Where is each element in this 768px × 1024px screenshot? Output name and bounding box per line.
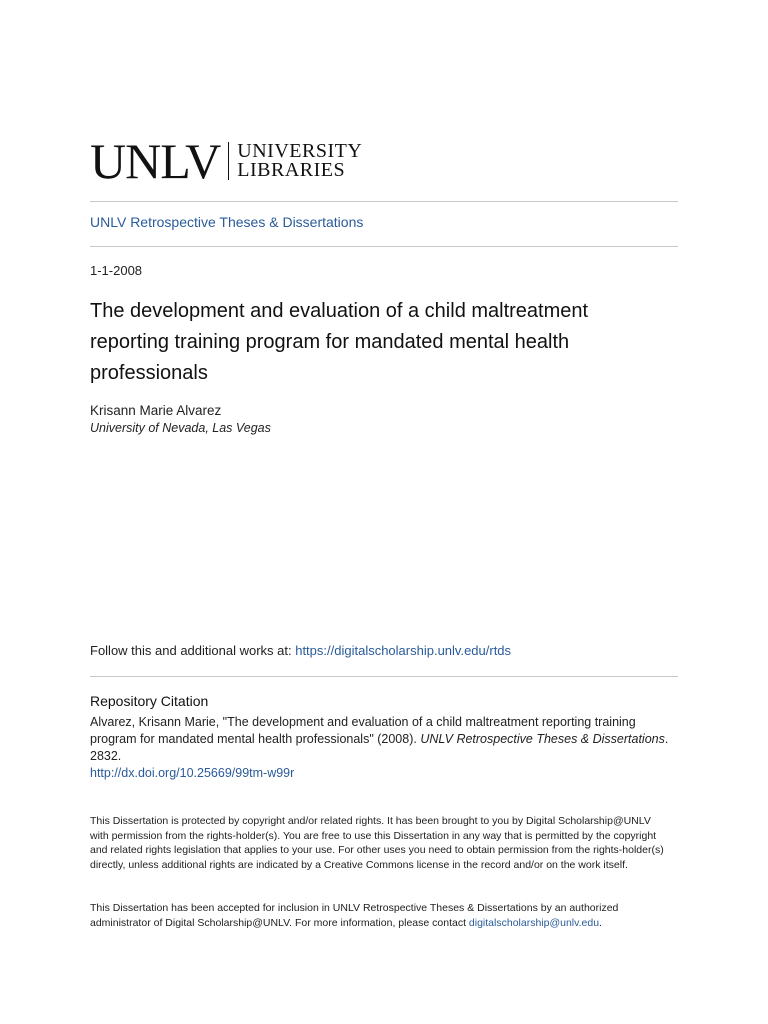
divider-citation (90, 676, 678, 677)
logo-divider (228, 142, 229, 180)
citation-number: . 2832. (90, 732, 669, 763)
citation-text: Alvarez, Krisann Marie, "The development and evaluation of a child maltreatment reporting training program for mandated mental health professionals" (2008). (90, 715, 636, 746)
logo-line-1: UNIVERSITY (237, 140, 363, 162)
divider-series (90, 246, 678, 247)
series-link[interactable]: UNLV Retrospective Theses & Dissertations (90, 214, 364, 230)
divider-top (90, 201, 678, 202)
collection-link[interactable]: https://digitalscholarship.unlv.edu/rtds (295, 643, 512, 658)
rights-statement: This Dissertation is protected by copyright and/or related rights. It has been brought to you by Digital Scholarship@UNLV with permission from the rights-holder(s). You are free to use this Dissertation in any way that is permitted by the copyright and related rights legislation that applies to your use. For other uses you need to obtain permission from the rights-holder(s) directly, unless additional rights are indicated by a Creative Commons license in the record and/or on the work itself. (90, 815, 664, 871)
citation-heading: Repository Citation (90, 693, 209, 709)
document-title: The development and evaluation of a child maltreatment reporting training program for mandated mental health professionals (90, 300, 589, 384)
contact-email-link[interactable]: digitalscholarship@unlv.edu (468, 916, 600, 929)
publication-date: 1-1-2008 (90, 263, 143, 278)
logo-wordmark: UNLV (90, 133, 221, 189)
follow-label: Follow this and additional works at: (90, 643, 296, 658)
acceptance-text: This Dissertation has been accepted for inclusion in UNLV Retrospective Theses & Dissertations by an authorized administrator of Digital Scholarship@UNLV. For more information, please contact (90, 902, 619, 929)
citation-body (90, 714, 670, 782)
logo-text (237, 142, 362, 180)
acceptance-statement (90, 901, 670, 930)
acceptance-end: . (599, 916, 602, 929)
author-name: Krisann Marie Alvarez (90, 403, 222, 418)
logo-line-2: LIBRARIES (237, 159, 346, 181)
citation-series: UNLV Retrospective Theses & Dissertations (420, 732, 665, 746)
follow-line (90, 643, 511, 658)
author-affiliation: University of Nevada, Las Vegas (90, 421, 271, 435)
doi-link[interactable]: http://dx.doi.org/10.25669/99tm-w99r (90, 766, 295, 780)
unlv-libraries-logo (90, 133, 363, 189)
